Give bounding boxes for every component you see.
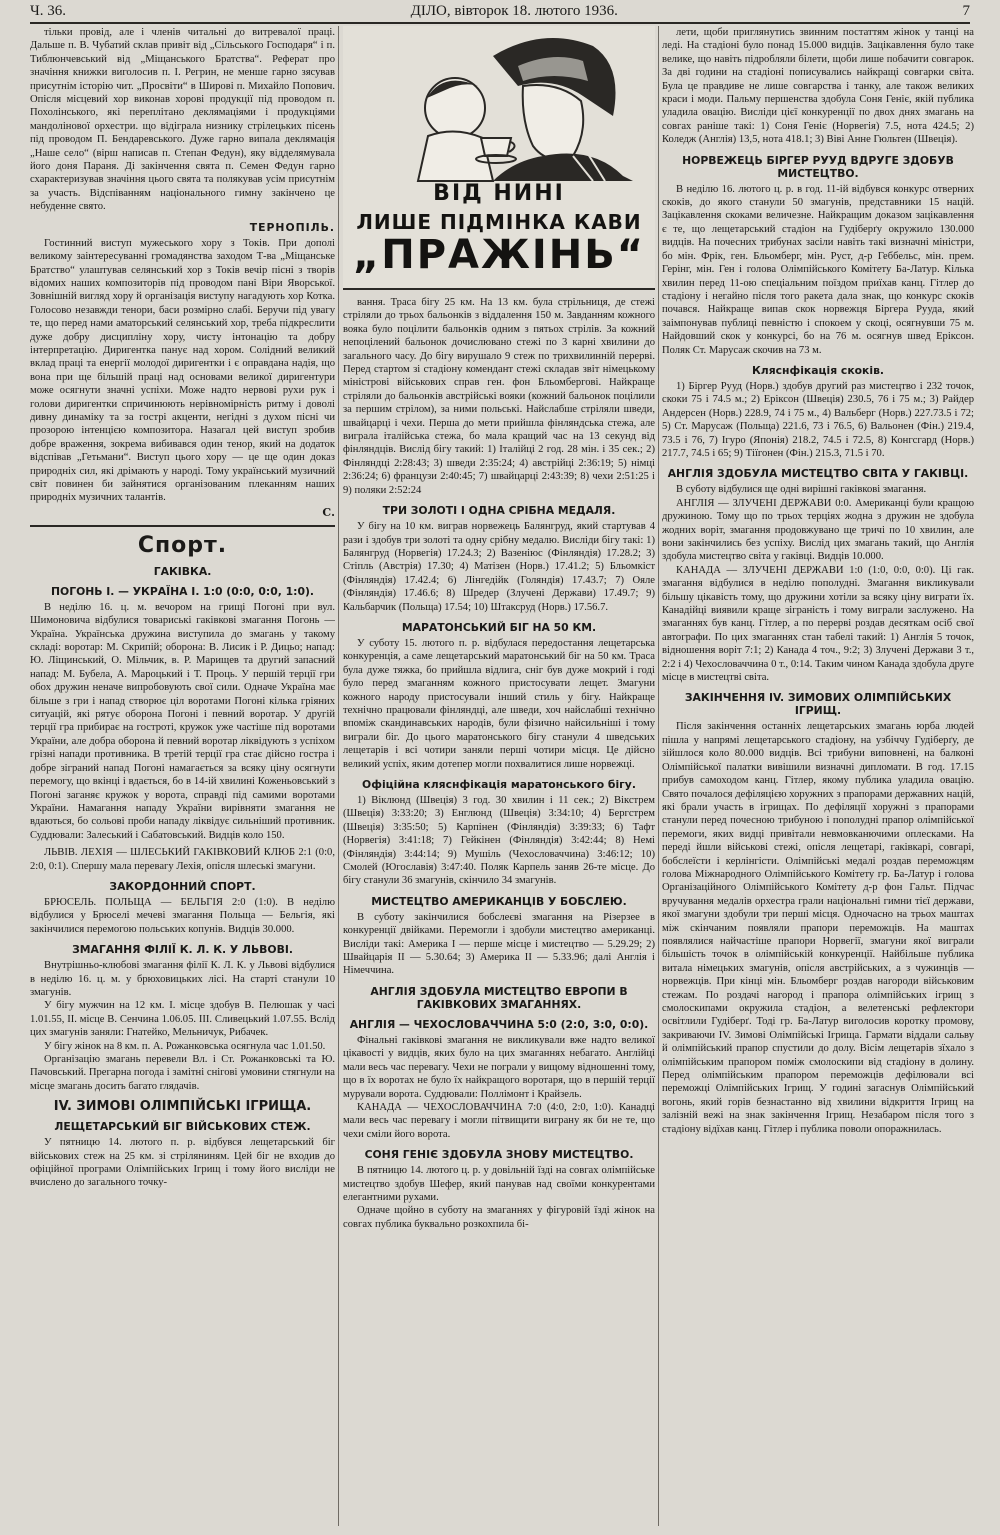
page-issue-number: Ч. 36. (30, 2, 66, 19)
article-text: В неділю 16. ц. м. вечором на грищі Погоні при вул. Шимоновича відбулися товариські гаківкові змагання Погонь — Україна. Українська дружина виступила до змагань у такому складі: воротар: М. Скрипій; оборона: В. Лисик і Р. Дицьо; напад: Ю. Ліщинський, О. Мільчик, в. Р. Марищев та другий запасний напад: М. Бубела, А. Мароцький і Т. Проць. У першій терції гри обох дружин неначе випробовують свої сили. Одначе Україна має більше з гри і напад створює ціл воротами Погоні кілька гріяних ситуацій, які рятує оборона Погоні і певний воротар. У другій терції гра прибирає на гостроті, кружок уже частіше під воротами України, але добра оборона й певний воротар ліквідують з успіхом грізні напади противника. В третій терції гра стає дійсно гостра і добре зіграний напад Погоні намагається за всяку ціну осягнути перемогу, що вкінці і вдається, бо в 14-ій хвилині Коженьовський з Погоні заганяє кружок у ворота, справді під самими воротами України. Намагання нападу України вирівняти змагання не вдаються, бо сольові проби нападу ліквідує сильніший противник. Суддювали: Залеський і Сабатовський. Видців коло 150. (30, 601, 335, 841)
article-text: У бігу мужчин на 12 км. І. місце здобув В. Пелюшак у часі 1.01.55, II. місце В. Сенчина 1.06.05. III. Сливецький 1.07.55. Вслід цих змагунів заняли: Гнатейко, Мельничук, Рибачек. (30, 1000, 335, 1039)
article-text: Фінальні гаківкові змагання не викликували вже надто великої цікавості у видців, яких було на цих змаганнях небагато. Англійці мали весь час перевагу. Чехи не пограли у вищому відношенні тому, що в їх воротах не було їх найкращого воротаря, що в першій терції мурували ворота. Суддювали: Поллімонт і Крайзель. (343, 1034, 655, 1100)
article-text: Організацію змагань перевели Вл. і Ст. Рожанковські та Ю. Пачовський. Прегарна погода і замітні снігові умовини стягнули на місце змагань досить багато глядачів. (30, 1054, 335, 1092)
column-2 (343, 26, 655, 1526)
article-text: У бігу на 10 км. виграв норвежець Балянгруд, який стартував 4 рази і здобув три золоті та одну срібну медалю. Висліди бігу такі: 1) Балянгруд (Норвегія) 17.24.3; 2) Вазеніюс (Фінляндія) 17.28.2; 3) Стіпль (Австрія) 17.30; 4) Матізен (Норв.) 17.41.2; 5) Бльомкіст (Фінляндія) 17.42.4; 6) Лінгедійк (Голяндія) 17.43.7; 7) Ояле (Фінляндія) 17.46.6; 8) Шредер (Злучені Держави) 17.49.7; 9) Кальбарчик (Польща) 17.54; 10) Штаксруд (Норв.) 17.56.7. (343, 521, 655, 613)
article-text: В суботу закінчилися бобслеєві змагання на Різерзее в конкуренції двійками. Перемогли і здобули мистецтво американці. Висліди такі: Америка І — перше місце і мистецтво — 5.29.29; 2) Швайцарія II — 5.30.64; 3) Америка II — 5.33.96; далі Англія і Німеччина. (343, 911, 655, 977)
article-text: лети, щоби приглянутись звинним постаттям жінок у танці на леді. На стадіоні було понад 15.000 видців. Зацікавлення було таке велике, що навіть підробляли білети, щоби лише побачити совгарок. За дві години на стадіоні пописувались найкращі совгарки світа. Була це правдиве не лише совгарства і танку, але також великих краси і моди. Пальму першенства здобула Соня Геніє, якій публика уладила овацію. Висліди цієї конкуренції по двох днях змагань на совгах раніше такі: 1) Соня Геніє (Норвегія) 7.5, нота 424.5; 2) Коледж (Англія) 13,5, нота 418.1; 3) Віві Анне Гюльтен (Швеція). (662, 27, 974, 146)
coffee-advertisement (343, 26, 655, 290)
article-text: КАНАДА — ЧЕХОСЛОВАЧЧИНА 7:0 (4:0, 2:0, 1:0). Канадці мали весь час перевагу і могли пітвищити виграну як би не те, що чехи сміли його ворота. (343, 1101, 655, 1140)
article-text: тільки провід, але і членів читальні до витревалої праці. Дальше п. В. Чубатий склав привіт від „Сільського Господаря“ і п. Тиблюнчевський від „Міщанського Братства“. Реферат про значіння книжки виголосив п. І. Регрин, не менше гарно зясував присутнім історію чит. „Просвіти“ в Широві п. Михайло Попович. Опісля місцевий хор виконав хорові продукції під проводом п. Похолінського, які переплітано деклямаціями і продукціями мандолінової орхестри. що відіграла низнику стрілецьких пісень під проводом П. Бендаревського. Дуже гарно випала деклямація „Наше село“ (вірш написав п. Степан Федун), яку відделямувала його доня Параня. Ді закінчення свята п. Семен Федун гарно схарактеризував значіння цього свята та полякував усім присутнім за участь. Відспіванням національного гимну закінчено це небуденне свято. (30, 27, 335, 213)
article-text: У пятницю 14. лютого п. р. відбувся лещетарський біг військових стеж на 25 км. зі стріляниням. Цей біг не входив до офіційної програми Олімпійських Ігрищ і тому його висліди не вчислено до загального точку- (30, 1137, 335, 1189)
section-heading-ternopil: ТЕРНОПІЛЬ. (249, 220, 335, 234)
column-divider (658, 26, 659, 1526)
article-text: Одначе щойно в суботу на змаганнях у фігуровій їзді жінок на совгах публика буквально розкохпила бі- (343, 1205, 655, 1230)
match-heading: АНГЛІЯ — ЧЕХОСЛОВАЧЧИНА 5:0 (2:0, 3:0, 0:0). (349, 1017, 649, 1031)
author-signature: С. (322, 505, 335, 519)
article-text: КАНАДА — ЗЛУЧЕНІ ДЕРЖАВИ 1:0 (1:0, 0:0, 0:0). Ці гак. змагання відбулися в неділю пополудні. Змагання викликували більшу цікавість тому, що дружини хотіли за всяку ціну виграти їх. Канадійці виявили краще зіграність і тому виграли заслужено. На змаганнях був канц. Гітлер, а по перерві роздав десяткам осіб свої автографи. По цих змаганнях стан табелі такий: 1) Англія 5 точок, відношення воріт 7:1; 2) Канада 4 точ., 9:2; 3) Злучені Держави 3 т., 2:2 і 4) Чехословаччина 0 т., 0:14. Таким чином Канада здобула друге місце в мистецтві світа. (662, 564, 974, 684)
masthead (30, 0, 970, 24)
article-text: Гостинний виступ мужеського хору з Токів. При дополі великому заінтересуванні громадянства заходом Т-ва „Міщанське Братство“ улаштував селянський хор з Токів вечір пісні з творів відомих наших композиторів під проводом пані Віри Яворської. Зовнішній вигляд хору й організація виступу нагадують хор Котка. Голосово незавжди тенори, баси розмірно слабі. Беручи під увагу те, що перед нами аматорський селянський хор, треба підкреслити дуже добру дисципліну хору, чисту інтонацію та добру інтерпретацію. Диригентка панує над хором. Солідний великий вклад праці та енергії молодої диригентки і є оправдана надія, що вона при ще більшій праці над основами великої диригентури може осягнути значні успіхи. Може надто нервові рухи рук і голови диригентки спричинюють нерівномірність ритму і доволі дивну динаміку та за гострі акценти, негідні з духом пісні чи прозорою інтенцією композитора. Назагал цей виступ зробив добре враження, зокрема вибивався один тенор, який на додаток відспівав „Гетьмани“. Виступ цього хору — це ще один доказ природніх сил, які дрімають у народі. Тому український музичний світ повинен би зайнятися організованим плеканням наших природніх музичних талантів. (30, 237, 335, 504)
subsection-heading: Офіційна кляснфікація маратонського бігу. (362, 778, 636, 791)
match-heading: ПОГОНЬ І. — УКРАЇНА І. 1:0 (0:0, 0:0, 1:0). (50, 584, 315, 598)
article-text: Внутрішньо-клюбові змагання філії К. Л. К. у Львові відбулися в неділю 16. ц. м. у брюховицьких лісі. На старті станули 10 змагунів. (30, 960, 335, 998)
olympics-heading: IV. ЗИМОВІ ОЛІМПІЙСЬКІ ІГРИЩА. (53, 1099, 312, 1115)
ad-slogan-line1: ВІД НИНІ (433, 181, 565, 206)
article-text: вання. Траса бігу 25 км. На 13 км. була стрільниця, де стежі стріляли до трьох бальонків з віддалення 150 м. Завданням кожного вояка було поцілити бальонків одним з пятьох стрілів. За кожний непоцілений бальонок дочислювано стежі по 3 карні хвилини до загального часу. До бігу вирушало 9 стеж по трихвилинній перерві. Перед стартом зі стадіону комендант стежі складав звіт німецькому міністрові військових справ ген. фон Бльомбергові. Найкраще стріляли до бальонків австрійські вояки (кожний бальонок поцілили за першим стрілом), за ними польські. Найслабше стріляли шведи, швайцарці і чехи. Перша до мети прийшла фінляндська стежа, але виграла італійська стежа, бо мала кращий час на 13 секунд від фінляндців. Вислід бігу такий: 1) Італійці 2 год. 28 мін. і 35 сек.; 2) Фінляндці 2:28:43; 3) шведи 2:35:24; 4) австрійці 2:36:19; 5) німці 2:36:24; 6) французи 2:40:45; 7) швайцарці 2:43:39; 8) чехи 2:51:25 і 9) поляки 2:52:24 (343, 297, 655, 496)
column-1 (30, 26, 335, 1526)
article-text: ЛЬВІВ. ЛЕХІЯ — ШЛЕСЬКИЙ ГАКІВКОВИЙ КЛЮБ 2:1 (0:0, 2:0, 0:1). Спершу мала перевагу Лехія, опісля шлеські змагуни. (30, 847, 335, 872)
ad-brand-name: „ПРАЖІНЬ“ (352, 232, 646, 278)
subsection-heading: ГАКІВКА. (153, 564, 212, 578)
subsection-heading: АНГЛІЯ ЗДОБУЛА МИСТЕЦТВО СВІТА У ГАКІВЦІ. (667, 467, 969, 481)
section-divider (30, 525, 335, 527)
subsection-heading: ЗАКІНЧЕННЯ IV. ЗИМОВИХ ОЛІМПІЙСЬКИХ ІГРИЩ. (684, 691, 952, 718)
article-text: У бігу жінок на 8 км. п. А. Рожанковська осягнула час 1.01.50. (44, 1040, 326, 1052)
newspaper-title: ДІЛО, вівторок 18. лютого 1936. (410, 2, 618, 19)
ad-slogan-line2: ЛИШЕ ПІДМІНКА КАВИ (356, 210, 642, 234)
subsection-heading: ЗМАГАННЯ ФІЛІЇ К. Л. К. У ЛЬВОВІ. (72, 943, 293, 957)
subsection-heading: ТРИ ЗОЛОТІ І ОДНА СРІБНА МЕДАЛЯ. (382, 504, 616, 518)
article-text: 1) Віклюнд (Швеція) 3 год. 30 хвилин і 11 сек.; 2) Вікстрем (Швеція) 3:33:20; 3) Енглюнд (Швеція) 3:34:10; 4) Бергстрем (Швеція) 3:35:50; 5) Карпінен (Фінляндія) 3:39:33; 6) Тафт (Норвегія) 3:41:18; 7) Гейкінен (Фінляндія) 3:42:44; 8) Немі (Фінляндія) 3:44:14; 9) Мушіль (Чехословаччина) 3:46:12; 10) Смолей (Югославія) 3:47:40. Поляк Карпель заняв 26-те місце. До бігу станули 36 змагунів, скінчило 34 змагунів. (343, 795, 655, 887)
subsection-heading: МАРАТОНСЬКИЙ БІГ НА 50 КМ. (401, 620, 597, 634)
subsection-heading: ЗАКОРДОННИЙ СПОРТ. (109, 879, 256, 893)
article-text: БРЮСЕЛЬ. ПОЛЬЩА — БЕЛЬГІЯ 2:0 (1:0). В неділю відбулися у Брюселі мечеві змагання Польща — Бельгія, які закінчилися перемогою польських копунів. Видців 30.000. (30, 896, 335, 935)
sport-section-title: Спорт. (137, 532, 228, 558)
subsection-heading: ЛЕЩЕТАРСЬКИЙ БІГ ВІЙСЬКОВИХ СТЕЖ. (54, 1120, 311, 1134)
article-text: В неділю 16. лютого ц. р. в год. 11-ій відбувся конкурс отверних скоків, до якого станули 50 змагунів, представники 15 націй. Зацікавлення скоками величезне. Найкращим доказом зацікавлення є те, що лещетарський стадіон на Гудіберґу окружило 130.000 видців. На почесних трибунах засіли навіть такі визначні міністри, бо мін. Фрік, ген. Бльомберг, мін. Руст, д-р Геббельс, мін. прем. Герінг, мін. Ген і голова Олімпійського Комітету Ба-Латур. Кілька хвилин перед 11-ою спеціальним поїздом приїхав канц. Гітлер до стадіону і негайно після того ракета дала знак, що конкурс скоків почався. Найкраще випав скок норвежця Біргера Рууда, який заімпонував публиці певністю і спокоем у скоці, осягнувши 75 м. Найдовший скок у конкурсі, бо на 76 м. осягнув швед Еріксон. Поляк Ст. Марусаж скочив на 73 м. (662, 183, 974, 356)
column-3 (662, 26, 974, 1526)
page-number: 7 (962, 2, 970, 19)
article-text: У суботу 15. лютого п. р. відбулася передостання лещетарська конкуренція, а саме лещетарський маратонський біг на 50 км. Траса була дуже тяжка, бо прийшла відлига, сніг був дуже мокрий і годі було перед змаганням кожного пристосувати лещет. Змагуни кожного народу пристосували інший стиль у бігу. Найкраще технічно працювали фінляндці, але шведи, хоч найслабші технічно впоміж скандинавських народів, були фізично найсильніші і тому виграли біг. До цього маратонського бігу станули 4 шведських лещетарів і всі чотири заняли перші чотири місця. Це дійсно великий успіх, яким дотепер могли похвалитися лише норвежці. (343, 637, 655, 770)
article-text: 1) Біргер Рууд (Норв.) здобув другий раз мистецтво і 232 точок, скоки 75 і 74.5 м.; 2) Еріксон (Швеція) 230.5, 76 і 75 м.; 3) Райдер Андерсен (Норв.) 228.9, 74 і 75 м., 4) Вальберг (Норв.) 227.73.5 і 72; 5) Ст. Марусаж (Польща) 221.6, 73 і 76.5, 6) Вальонен (Фін.) 219.4, 73.5 і 76, 7) Ігуро (Японія) 218.2, 74.5 і 72.5, 8) Конгсгард (Норв.) 217.7, 74.5 і 65; 9) Тіїгонен (Фін.) 215.3, 71.5 і 70. (662, 380, 974, 459)
article-text: В пятницю 14. лютого ц. р. у довільній їзді на совгах олімпійське мистецтво здобув Шефер, який панував над своїми конкурентами елегантними рухами. (343, 1165, 655, 1203)
article-text: АНГЛІЯ — ЗЛУЧЕНІ ДЕРЖАВИ 0:0. Американці були кращою дружиною. Тому що по трьох терціях жодна з дружин не здобула жодних воріт, змагання продовжувано ще тричі по 10 хвилин, але вони закінчились без успіху. Вислід цих змагань такий, що Англія здобула мистецтво світа у гаківці. Видців 10.000. (662, 497, 974, 563)
subsection-heading: СОНЯ ГЕНІЄ ЗДОБУЛА ЗНОВУ МИСТЕЦТВО. (364, 1148, 634, 1162)
article-text: В суботу відбулися ще одні вирішні гаківкові змагання. (676, 484, 927, 496)
subsection-heading: АНГЛІЯ ЗДОБУЛА МИСТЕЦТВО ЕВРОПИ В ГАКІВКОВИХ ЗМАГАННЯХ. (370, 984, 628, 1011)
column-divider (338, 26, 339, 1526)
subsection-heading: НОРВЕЖЕЦЬ БІРГЕР РУУД ВДРУГЕ ЗДОБУВ МИСТЕЦТВО. (682, 153, 954, 180)
article-text: Після закінчення останніх лещетарських змагань юрба людей пішла у напрямі лещетарського стадіону, на узбіччу Гудіберґу, де зійшлося коло 80.000 видців. Всі трибуни виповнені, на балконі Олімпійської палатки вивішили визначні дипломати. В год. 17.15 прибув самоходом канц. Гітлер, якому публика уладила овацію. Свято почалося дефіляцією хоружних з прапорами державних націй, які брали участь в ігрищах. По дефіляції хоружні з прапорами станули перед почесною трибуною і пополудні прапор олімпійської перемоги, яких видці привітали невмовканючими оплесками. На переді йшли військові стежі, опісля лещетарі, гаківкарі, совгарі, бобслеїсти і керлінгісти. Олімпійські медалі роздав переможцям голова Міжнародного Олімпійського Комітету гр. Ба-Латур і голова Організаційного Олімпійського Комітету д-р фон Гальт. Підчас вручування медалів орхестра грали національні гимни тієї держави, якої змагуни здобули три перші місця. Одночасно на трьох маштах між скінчаним появляли прапори переможців. На маштах появлялися найчастіше прапори Норвегії, змагуни якої виграли більшість точок в олімпійській конкуренції. Найбільше публика витала німецьких змагунів, опісля австрійських, а з чужинців — норвежців. При кінці мін. Бльомберг роздав нагороди військовим стежам. По роздачі нагород і прапора олімпійських ігрищ з смолоскипами окружила стадіон, а велетенські рефлектори освітлили Гудіберґ. Тоді гр. Ба-Латур виголосив коротку промову, закриваючи IV. Зимові Олімпійські Ігрища. Гармати віддали сальву й олімпійський прапор спустили до долу. Вісім лещетарів зїхало з олімпійським прапором поміж смолоскипи від стадіону в долину. Перед олімпійським прапором переможців дефілювали всі переможці Олімпійських Ігрищ. У годині загаснув Олімпійський вогонь, який горів безнастанно від хвилини відкриття Ігрищ на залізній вежі на знак закінчення Ігрищ. Незабаром після того з стадіону відїхав канц. Гітлер і публика поволи опоражнилась. (662, 721, 974, 1135)
subsection-heading: Кляснфікація скоків. (751, 363, 885, 377)
subsection-heading: МИСТЕЦТВО АМЕРИКАНЦІВ У БОБСЛЕЮ. (371, 894, 627, 908)
